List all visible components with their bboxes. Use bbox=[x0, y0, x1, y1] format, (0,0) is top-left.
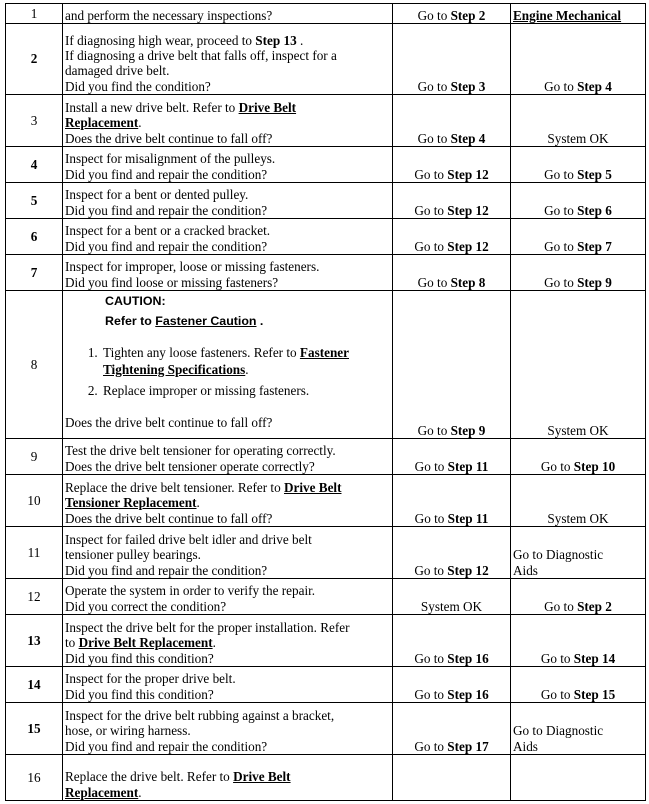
yes-result bbox=[393, 255, 511, 291]
table-row bbox=[6, 527, 646, 579]
action-text: Inspect for improper, loose or missing fasteners. bbox=[65, 259, 320, 275]
list-item-text: Replace improper or missing fasteners. bbox=[103, 383, 310, 398]
action-text: Replace the drive belt tensioner. Refer to bbox=[65, 480, 284, 496]
action-text: Inspect the drive belt for the proper installation. Refer bbox=[65, 620, 350, 636]
step-number: 2 bbox=[6, 24, 63, 95]
goto-step: Step 8 bbox=[450, 274, 486, 290]
goto-step: Step 15 bbox=[573, 686, 616, 702]
action-line bbox=[65, 583, 390, 598]
goto-step: Step 2 bbox=[577, 598, 612, 614]
punctuation: . bbox=[138, 115, 142, 131]
yes-result bbox=[393, 667, 511, 703]
goto-step: Step 16 bbox=[447, 686, 489, 702]
step-number: 3 bbox=[6, 95, 63, 147]
caution-heading: CAUTION: bbox=[105, 294, 166, 308]
action-line bbox=[65, 167, 390, 182]
goto-text: Go to bbox=[544, 166, 574, 182]
action-line bbox=[65, 739, 390, 754]
table-row bbox=[6, 219, 646, 255]
table-row bbox=[6, 95, 646, 147]
action-line bbox=[65, 651, 390, 666]
action-text: to bbox=[65, 635, 79, 651]
goto-text: Go to bbox=[414, 510, 445, 526]
action-line bbox=[65, 532, 390, 547]
action-line bbox=[65, 708, 390, 723]
action-cell bbox=[63, 579, 393, 615]
step-number: 10 bbox=[6, 475, 63, 527]
action-line bbox=[65, 620, 390, 635]
yes-result bbox=[393, 703, 511, 755]
action-line bbox=[65, 8, 390, 23]
action-line bbox=[65, 48, 390, 63]
goto-text: Go to bbox=[414, 458, 445, 474]
table-row bbox=[6, 255, 646, 291]
diagnostic-table-body bbox=[6, 4, 646, 801]
goto-text: Go to bbox=[414, 562, 444, 578]
goto-step: Step 12 bbox=[447, 202, 489, 218]
goto-text: Go to bbox=[414, 166, 444, 182]
step-number: 11 bbox=[6, 527, 63, 579]
yes-result bbox=[393, 755, 511, 801]
yes-result bbox=[393, 579, 511, 615]
action-line bbox=[65, 239, 390, 254]
action-text: Operate the system in order to verify the repair. bbox=[65, 583, 316, 599]
punctuation: . bbox=[138, 784, 142, 800]
action-text: Inspect for the drive belt rubbing against a bracket, bbox=[65, 708, 335, 724]
punctuation: . bbox=[296, 32, 304, 48]
action-text: Did you find and repair the condition? bbox=[65, 238, 268, 254]
goto-step: Step 14 bbox=[573, 650, 616, 666]
action-line bbox=[65, 511, 390, 526]
action-line bbox=[65, 79, 390, 94]
action-text: damaged drive belt. bbox=[65, 63, 170, 79]
no-result bbox=[511, 24, 646, 95]
action-line bbox=[65, 547, 390, 562]
table-row bbox=[6, 183, 646, 219]
action-line bbox=[65, 480, 390, 495]
action-text: Does the drive belt continue to fall off? bbox=[65, 414, 273, 430]
no-result bbox=[511, 527, 646, 579]
no-result bbox=[511, 4, 646, 24]
step-number: 15 bbox=[6, 703, 63, 755]
step-number: 1 bbox=[6, 4, 63, 24]
procedure-link[interactable]: Drive Belt Replacement bbox=[78, 635, 213, 651]
goto-text: Go to bbox=[544, 78, 574, 94]
procedure-link[interactable]: Drive Belt bbox=[233, 769, 291, 785]
no-result bbox=[511, 291, 646, 439]
goto-step: Step 2 bbox=[450, 7, 486, 23]
action-line bbox=[65, 415, 390, 430]
diagnostic-aids-text: Aids bbox=[513, 738, 538, 754]
procedure-link[interactable]: Drive Belt bbox=[283, 480, 342, 496]
action-line bbox=[65, 203, 390, 218]
no-result bbox=[511, 579, 646, 615]
goto-step: Step 3 bbox=[450, 78, 486, 94]
procedure-link[interactable]: Replacement bbox=[65, 115, 139, 131]
result-text: System OK bbox=[420, 598, 483, 614]
action-text: Does the drive belt continue to fall off? bbox=[65, 510, 273, 526]
goto-text: Go to bbox=[417, 422, 448, 438]
yes-result bbox=[393, 615, 511, 667]
action-cell bbox=[63, 4, 393, 24]
no-result bbox=[511, 95, 646, 147]
step-number: 13 bbox=[6, 615, 63, 667]
list-item bbox=[101, 345, 390, 378]
action-cell bbox=[63, 615, 393, 667]
action-cell bbox=[63, 255, 393, 291]
no-result bbox=[511, 219, 646, 255]
table-row bbox=[6, 291, 646, 439]
action-line bbox=[65, 63, 390, 78]
yes-result bbox=[393, 183, 511, 219]
action-cell bbox=[63, 527, 393, 579]
table-row bbox=[6, 475, 646, 527]
action-line bbox=[65, 131, 390, 146]
step-number: 12 bbox=[6, 579, 63, 615]
table-row bbox=[6, 439, 646, 475]
goto-text: Go to bbox=[414, 686, 444, 702]
procedure-link[interactable]: Drive Belt bbox=[238, 100, 297, 116]
action-line bbox=[65, 459, 390, 474]
action-cell bbox=[63, 219, 393, 255]
caution-suffix: . bbox=[256, 314, 264, 328]
action-text: If diagnosing high wear, proceed to bbox=[65, 32, 256, 48]
yes-result bbox=[393, 439, 511, 475]
action-line bbox=[65, 563, 390, 578]
goto-text: Go to bbox=[417, 7, 448, 23]
action-text: Inspect for a bent or a cracked bracket. bbox=[65, 223, 271, 239]
goto-step: Step 4 bbox=[577, 78, 612, 94]
diagnostic-table bbox=[5, 3, 646, 801]
yes-result bbox=[393, 527, 511, 579]
action-text: Did you find and repair the condition? bbox=[65, 562, 268, 578]
engine-mechanical-link[interactable]: Engine Mechanical bbox=[513, 7, 622, 23]
step-number: 5 bbox=[6, 183, 63, 219]
action-text: Install a new drive belt. Refer to bbox=[65, 100, 239, 116]
action-line bbox=[65, 151, 390, 166]
goto-text: Go to bbox=[414, 650, 444, 666]
action-text: Inspect for misalignment of the pulleys. bbox=[65, 151, 276, 167]
action-line bbox=[65, 599, 390, 614]
result-text: System OK bbox=[547, 130, 609, 146]
action-cell bbox=[63, 183, 393, 219]
action-text: Did you find and repair the condition? bbox=[65, 166, 268, 182]
action-cell bbox=[63, 703, 393, 755]
goto-step: Step 5 bbox=[577, 166, 612, 182]
no-result bbox=[511, 147, 646, 183]
table-row bbox=[6, 755, 646, 801]
no-result bbox=[511, 667, 646, 703]
yes-result bbox=[393, 24, 511, 95]
action-text: and perform the necessary inspections? bbox=[65, 7, 273, 23]
result-text: System OK bbox=[547, 422, 609, 438]
goto-text: Go to bbox=[544, 274, 574, 290]
action-line bbox=[65, 223, 390, 238]
procedure-list bbox=[65, 345, 390, 400]
no-result bbox=[511, 703, 646, 755]
action-line bbox=[65, 275, 390, 290]
yes-result bbox=[393, 219, 511, 255]
action-line bbox=[65, 33, 390, 48]
action-text: Did you find loose or missing fasteners? bbox=[65, 274, 279, 290]
goto-text: Go to bbox=[414, 738, 444, 754]
goto-text: Go to bbox=[544, 238, 574, 254]
goto-text: Go to bbox=[414, 202, 444, 218]
action-text: Did you find this condition? bbox=[65, 686, 214, 702]
no-result bbox=[511, 475, 646, 527]
goto-step: Step 11 bbox=[447, 458, 489, 474]
action-text: Does the drive belt tensioner operate correctly? bbox=[65, 458, 315, 474]
goto-text: Go to bbox=[417, 130, 448, 146]
action-cell bbox=[63, 147, 393, 183]
punctuation: . bbox=[245, 361, 249, 377]
action-line bbox=[65, 259, 390, 274]
goto-step: Step 7 bbox=[577, 238, 612, 254]
action-cell bbox=[63, 291, 393, 439]
action-line bbox=[65, 115, 390, 130]
action-line bbox=[65, 495, 390, 510]
table-row bbox=[6, 24, 646, 95]
table-row bbox=[6, 615, 646, 667]
action-text: hose, or wiring harness. bbox=[65, 723, 191, 739]
action-cell bbox=[63, 475, 393, 527]
action-cell bbox=[63, 95, 393, 147]
goto-text: Go to bbox=[540, 650, 571, 666]
action-cell bbox=[63, 24, 393, 95]
yes-result bbox=[393, 95, 511, 147]
caution-text bbox=[105, 311, 390, 331]
action-text: Inspect for a bent or dented pulley. bbox=[65, 187, 249, 203]
action-cell bbox=[63, 439, 393, 475]
goto-step: Step 12 bbox=[447, 166, 489, 182]
step-number: 6 bbox=[6, 219, 63, 255]
no-result bbox=[511, 439, 646, 475]
fastener-link[interactable]: Tightening Specifications bbox=[103, 361, 246, 377]
goto-step: Step 9 bbox=[577, 274, 612, 290]
goto-step: Step 12 bbox=[447, 562, 489, 578]
action-text: Did you find and repair the condition? bbox=[65, 738, 268, 754]
procedure-link[interactable]: Tensioner Replacement bbox=[65, 495, 197, 511]
action-text: Inspect for failed drive belt idler and drive belt bbox=[65, 532, 312, 548]
action-text: Did you find and repair the condition? bbox=[65, 202, 268, 218]
step-number: 16 bbox=[6, 755, 63, 801]
goto-step: Step 6 bbox=[577, 202, 612, 218]
table-row bbox=[6, 4, 646, 24]
action-line bbox=[65, 100, 390, 115]
action-cell bbox=[63, 667, 393, 703]
punctuation: . bbox=[196, 495, 200, 511]
action-line bbox=[65, 635, 390, 650]
result-text: System OK bbox=[547, 510, 609, 526]
step-number: 4 bbox=[6, 147, 63, 183]
goto-text: Go to bbox=[540, 458, 571, 474]
action-line bbox=[65, 671, 390, 686]
goto-text: Go to bbox=[544, 202, 574, 218]
no-result bbox=[511, 755, 646, 801]
no-result bbox=[511, 255, 646, 291]
action-text: Did you find the condition? bbox=[65, 78, 211, 94]
action-text: Did you correct the condition? bbox=[65, 598, 227, 614]
step-number: 14 bbox=[6, 667, 63, 703]
goto-text: Go to bbox=[540, 686, 571, 702]
goto-text: Go to bbox=[414, 238, 444, 254]
list-item bbox=[101, 383, 390, 400]
goto-step: Step 9 bbox=[450, 422, 486, 438]
yes-result bbox=[393, 291, 511, 439]
goto-step: Step 4 bbox=[450, 130, 486, 146]
action-line bbox=[65, 769, 390, 784]
table-row bbox=[6, 579, 646, 615]
punctuation: . bbox=[212, 635, 216, 651]
yes-result bbox=[393, 475, 511, 527]
action-text: Test the drive belt tensioner for operating correctly. bbox=[65, 443, 336, 459]
action-line bbox=[65, 723, 390, 738]
table-row bbox=[6, 147, 646, 183]
goto-text: Go to bbox=[417, 78, 448, 94]
goto-step: Step 16 bbox=[447, 650, 489, 666]
goto-step: Step 17 bbox=[447, 738, 489, 754]
caution-block bbox=[65, 291, 390, 331]
action-line bbox=[65, 187, 390, 202]
goto-text: Go to bbox=[417, 274, 448, 290]
yes-result bbox=[393, 4, 511, 24]
list-item-text: Tighten any loose fasteners. Refer to bbox=[103, 345, 300, 360]
action-line bbox=[65, 443, 390, 458]
action-line bbox=[65, 785, 390, 800]
action-text: Does the drive belt continue to fall off? bbox=[65, 130, 273, 146]
action-text: Did you find this condition? bbox=[65, 650, 214, 666]
goto-text: Go to bbox=[544, 598, 574, 614]
action-line bbox=[65, 687, 390, 702]
action-text: Replace the drive belt. Refer to bbox=[65, 769, 234, 785]
goto-step: Step 11 bbox=[447, 510, 489, 526]
action-text: Inspect for the proper drive belt. bbox=[65, 671, 236, 687]
fastener-caution-link[interactable]: Fastener Caution bbox=[155, 314, 257, 328]
procedure-link[interactable]: Replacement bbox=[65, 784, 139, 800]
no-result bbox=[511, 615, 646, 667]
step-number: 7 bbox=[6, 255, 63, 291]
step-reference: Step 13 bbox=[255, 32, 297, 48]
caution-prefix: Refer to bbox=[105, 314, 156, 328]
no-result bbox=[511, 183, 646, 219]
yes-result bbox=[393, 147, 511, 183]
fastener-link[interactable]: Fastener bbox=[299, 345, 349, 360]
step-number: 9 bbox=[6, 439, 63, 475]
diagnostic-aids-text: Go to Diagnostic bbox=[513, 723, 604, 739]
action-cell bbox=[63, 755, 393, 801]
action-text: If diagnosing a drive belt that falls off, inspect for a bbox=[65, 48, 337, 64]
step-number: 8 bbox=[6, 291, 63, 439]
table-row bbox=[6, 703, 646, 755]
goto-step: Step 12 bbox=[447, 238, 489, 254]
goto-step: Step 10 bbox=[573, 458, 616, 474]
diagnostic-aids-text: Aids bbox=[513, 562, 538, 578]
diagnostic-aids-text: Go to Diagnostic bbox=[513, 547, 604, 563]
table-row bbox=[6, 667, 646, 703]
action-text: tensioner pulley bearings. bbox=[65, 547, 201, 563]
